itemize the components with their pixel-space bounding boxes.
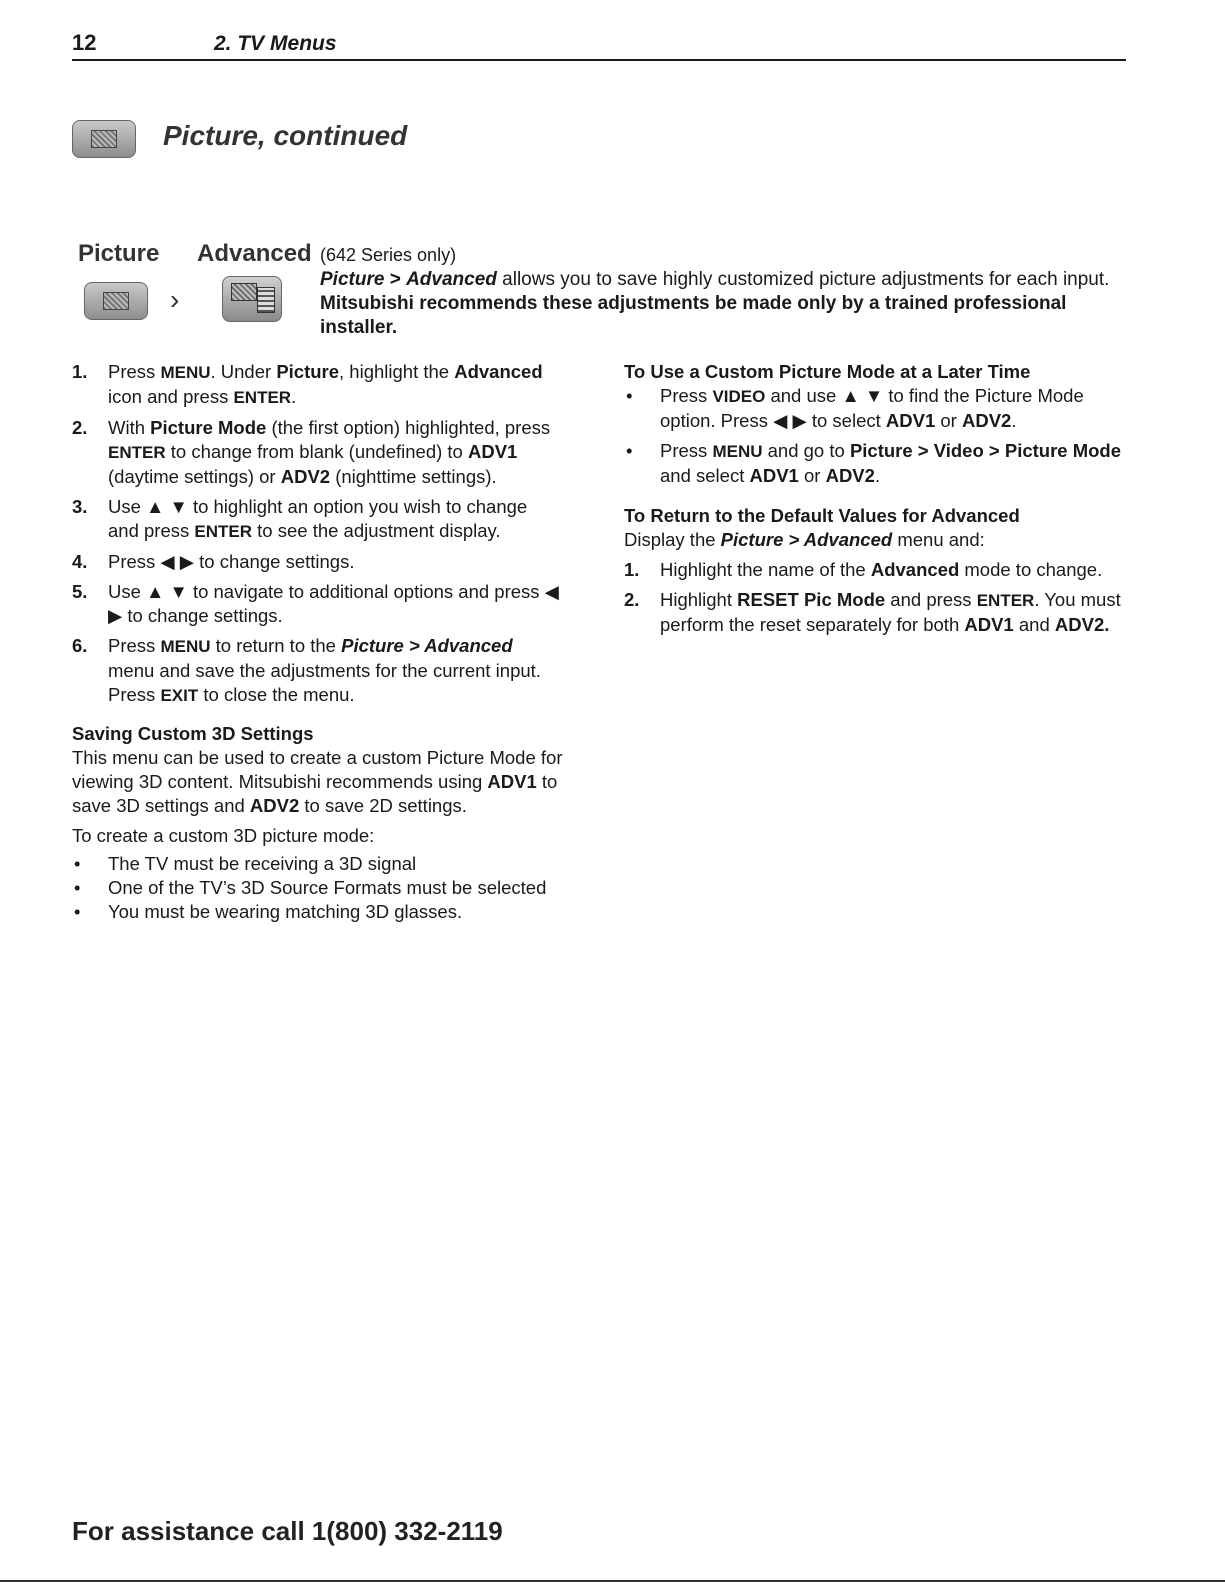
key-name: MENU (160, 637, 211, 656)
list-item: • The TV must be receiving a 3D signal (74, 853, 417, 874)
text-run: and press (885, 589, 977, 610)
chapter-title: 2. TV Menus (214, 32, 337, 55)
text-run: ADV2 (825, 465, 875, 486)
key-name: ENTER (233, 388, 292, 407)
intro-text: allows you to save highly customized picture adjustments for each input. (496, 269, 1110, 290)
step-item (72, 360, 562, 410)
text-run: ADV2. (1054, 614, 1110, 635)
text-run: ADV2 (249, 795, 300, 816)
right-column (624, 360, 1124, 643)
custom-later-heading: To Use a Custom Picture Mode at a Later Time (624, 361, 1031, 382)
list-item: • You must be wearing matching 3D glasses. (74, 901, 463, 922)
text-run: ADV1 (749, 465, 799, 486)
return-default-heading: To Return to the Default Values for Advanced (624, 505, 1020, 526)
intro-path-advanced: Advanced (406, 269, 497, 290)
step-item (624, 588, 1124, 637)
intro-warning: Mitsubishi recommends these adjustments be made only by a trained professional installer. (320, 293, 1067, 338)
text-run: ADV1 (467, 441, 518, 462)
step-item (624, 558, 1124, 582)
saving-section (72, 722, 572, 924)
text-run: This menu can be used to create a custom Picture Mode for viewing 3D content. Mitsubishi recommends using (72, 747, 563, 792)
key-name: VIDEO (712, 387, 766, 406)
key-name: ENTER (194, 522, 253, 541)
bullet-icon: • (626, 385, 633, 406)
chevron-right-icon: › (170, 284, 180, 315)
text-run: mode to change. (959, 559, 1103, 580)
text-run: Press ◀ ▶ to change settings. (108, 551, 355, 572)
text-run: Advanced (870, 559, 960, 580)
key-name: ENTER (108, 443, 166, 462)
text-run: to change from blank (undefined) to (165, 441, 468, 462)
text-run: ADV1 (964, 614, 1014, 635)
text-run: , highlight the (339, 361, 455, 382)
text-run: . Under (210, 361, 277, 382)
text-run: and (1013, 614, 1055, 635)
text-run: . (874, 465, 881, 486)
text-run: RESET Pic Mode (737, 589, 886, 610)
breadcrumb-advanced: Advanced (197, 240, 312, 267)
picture-menu-icon (84, 282, 148, 325)
text-run: Press (108, 361, 161, 382)
text-run: Picture > Advanced (341, 635, 513, 656)
text-run: Picture > Video > Picture Mode (849, 440, 1122, 461)
step-item (72, 416, 562, 489)
section-title: Picture, continued (163, 120, 408, 151)
list-item (624, 384, 1124, 433)
intro-paragraph (320, 268, 1110, 340)
text-run: Picture (276, 361, 340, 382)
step-number: 5. (72, 581, 88, 602)
text-run: to save 3D settings and (72, 771, 558, 816)
step-item (72, 580, 562, 628)
text-run: Picture Mode (150, 417, 267, 438)
step-item (72, 550, 562, 574)
text-run: . (1011, 410, 1017, 431)
text-run: to save 2D settings. (299, 795, 467, 816)
text-run: and use ▲ ▼ to find the Picture Mode option. Press ◀ ▶ to select (660, 385, 1084, 431)
bullet-icon: • (626, 440, 633, 461)
text-run: or (798, 465, 826, 486)
saving-bullets (72, 852, 572, 924)
bullet-text: The TV must be receiving a 3D signal (108, 853, 417, 874)
page-number: 12 (72, 30, 97, 55)
text-run: menu and: (892, 529, 985, 550)
saving-lead: To create a custom 3D picture mode: (72, 825, 375, 846)
text-run: icon and press (108, 386, 234, 407)
step-item (72, 495, 562, 544)
text-run: Highlight (660, 589, 738, 610)
text-run: Display the (624, 529, 721, 550)
text-run: Press (660, 385, 713, 406)
text-run: and go to (762, 440, 850, 461)
text-run: and select (660, 465, 750, 486)
header-rule (72, 59, 1126, 61)
step-number: 3. (72, 496, 88, 517)
footer-assistance: For assistance call 1(800) 332-2119 (72, 1516, 503, 1546)
list-item (624, 439, 1124, 488)
custom-later-bullets (624, 384, 1124, 488)
text-run: Use ▲ ▼ to navigate to additional options and press ◀ ▶ to change settings. (108, 581, 559, 626)
saving-heading: Saving Custom 3D Settings (72, 723, 314, 744)
text-run: . You must perform the reset separately for both (660, 589, 1121, 635)
text-run: ADV1 (487, 771, 537, 792)
text-run: With (108, 417, 151, 438)
picture-menu-icon (72, 120, 136, 163)
bullet-text: One of the TV’s 3D Source Formats must be selected (108, 877, 547, 898)
text-run: . (291, 386, 297, 407)
key-name: MENU (712, 442, 763, 461)
step-number: 1. (72, 361, 88, 382)
step-item (72, 634, 562, 708)
list-item: • One of the TV’s 3D Source Formats must be selected (74, 877, 547, 898)
text-run: Press (660, 440, 713, 461)
steps-column (72, 360, 562, 714)
text-run: (the first option) highlighted, press (266, 417, 551, 438)
series-note: (642 Series only) (320, 245, 457, 265)
text-run: Highlight the name of the (660, 559, 871, 580)
bullet-text: You must be wearing matching 3D glasses. (108, 901, 463, 922)
steps-list (72, 360, 562, 708)
return-default-lead (624, 528, 1124, 552)
key-name: MENU (160, 363, 211, 382)
text-run: (daytime settings) or (108, 466, 281, 487)
text-run: ADV2 (961, 410, 1012, 431)
key-name: EXIT (160, 686, 199, 705)
text-run: Press (108, 635, 161, 656)
text-run: Picture > Advanced (720, 529, 893, 550)
text-run: ADV2 (280, 466, 331, 487)
saving-paragraph (72, 746, 572, 818)
return-default-steps (624, 558, 1124, 637)
step-number: 2. (72, 417, 88, 438)
breadcrumb-picture: Picture (78, 240, 160, 267)
intro-path-picture: Picture (320, 269, 385, 290)
footer-rule (0, 1580, 1225, 1582)
text-run: Use ▲ ▼ to highlight an option you wish to change and press (108, 496, 528, 541)
text-run: or (935, 410, 962, 431)
text-run: to close the menu. (198, 684, 355, 705)
text-run: Advanced (454, 361, 543, 382)
step-number: 1. (624, 559, 640, 580)
advanced-menu-icon (222, 276, 282, 327)
intro-path-sep: > (384, 269, 407, 290)
text-run: to return to the (210, 635, 342, 656)
text-run: ADV1 (885, 410, 936, 431)
text-run: (nighttime settings). (330, 466, 497, 487)
text-run: to see the adjustment display. (252, 520, 501, 541)
key-name: ENTER (976, 591, 1035, 610)
step-number: 6. (72, 635, 88, 656)
step-number: 4. (72, 551, 88, 572)
step-number: 2. (624, 589, 640, 610)
text-run: menu and save the adjustments for the current input. Press (108, 660, 541, 705)
